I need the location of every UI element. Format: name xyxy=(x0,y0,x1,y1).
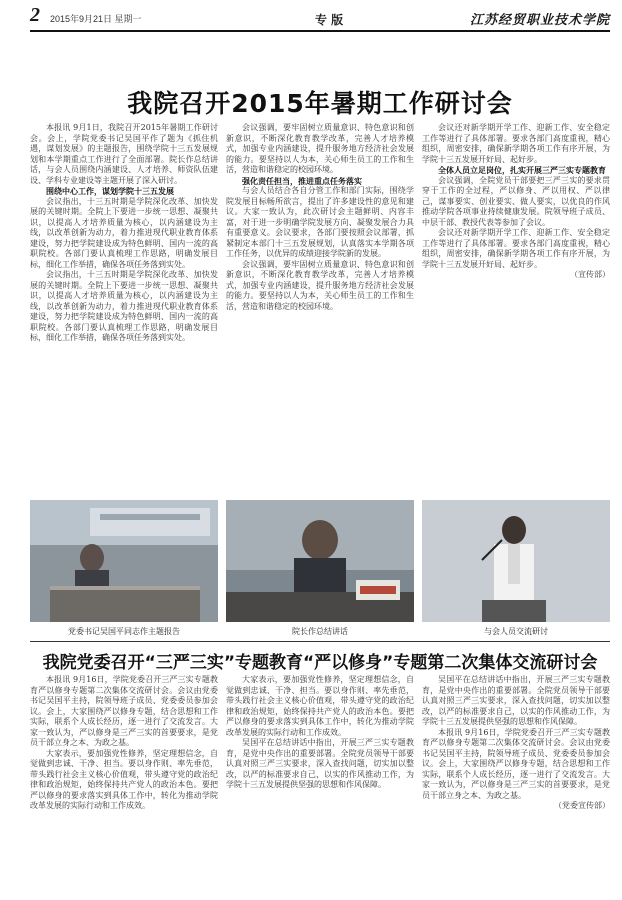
article1-body-repeat: 会议指出，十三五时期是学院深化改革、加快发展的关键时期。全院上下要进一步统一思想、凝聚共识，以提高人才培养质量为核心，以内涵建设为主线，以改革创新为动力，着力推进现代职业教育体系建设，努力把学院建设成为特色鲜明、国内一流的高职院校。各部门要认真梳理工作思路，明确发展目标，细化工作举措，确保各项任务落到实处。 xyxy=(30,270,218,342)
page-header xyxy=(30,4,610,32)
photo-discussion-image xyxy=(422,500,610,622)
article1-subhead-2: 强化责任担当，推进重点任务落实 xyxy=(242,175,362,186)
article2-body-repeat: 吴国平在总结讲话中指出，开展三严三实专题教育，是党中央作出的重要部署。全院党员领导干部要认真对照三严三实要求，深入查找问题，切实加以整改，以严的标准要求自己，以实的作风推动工作，为学院十三五发展提供坚强的思想和作风保障。 xyxy=(226,738,414,789)
article1-body-repeat: 会议强调，要牢固树立质量意识、特色意识和创新意识，不断深化教育教学改革，完善人才培养模式，加强专业内涵建设，提升服务地方经济社会发展的能力。要坚持以人为本，关心师生员工的工作和生活，营造和谐稳定的校园环境。 xyxy=(226,259,414,311)
photo-closing-speech-image xyxy=(226,500,414,622)
article2-signoff: （党委宣传部） xyxy=(554,801,610,810)
article2-body: 吴国平在总结讲话中指出，开展三严三实专题教育，是党中央作出的重要部署。全院党员领导干部要认真对照三严三实要求，深入查找问题，切实加以整改，以严的标准要求自己，以实的作风推动工作，为学院十三五发展提供坚强的思想和作风保障。 xyxy=(422,675,610,726)
article1-body: 与会人员结合各自分管工作和部门实际，围绕学院发展目标畅所欲言，提出了许多建设性的意见和建议。大家一致认为，此次研讨会主题鲜明、内容丰富，对于进一步明确学院发展方向、凝聚发展合力具有重要意义。会议要求，各部门要按照会议部署，抓紧制定本部门十三五发展规划，认真落实本学期各项工作任务，以优异的成绩迎接学院新的发展。 xyxy=(226,186,414,258)
article1-body: 会议强调，要牢固树立质量意识、特色意识和创新意识，不断深化教育教学改革，完善人才培养模式，加强专业内涵建设，提升服务地方经济社会发展的能力。要坚持以人为本，关心师生员工的工作和生活，营造和谐稳定的校园环境。 xyxy=(226,123,414,174)
photo-caption-3: 与会人员交流研讨 xyxy=(484,627,548,636)
article1-column-2 xyxy=(226,123,414,493)
article1-signoff: （宣传部） xyxy=(570,270,610,279)
article1-intro: 本报讯 9月1日，我院召开2015年暑期工作研讨会。会上，学院党委书记吴国平作了题为《抓住机遇，谋划发展》的主题报告，围绕学院十三五发展规划和本学期重点工作进行了全面部署。院长作总结讲话，与会人员围绕内涵建设、人才培养、师资队伍建设、学科专业建设等主题开展了深入研讨。 xyxy=(30,123,218,185)
photo-caption-1: 党委书记吴国平同志作主题报告 xyxy=(68,627,180,636)
article2-title: 我院党委召开“三严三实”专题教育“严以修身”专题第二次集体交流研讨会 xyxy=(42,653,598,673)
photo-speaker-podium xyxy=(30,500,218,622)
photo-discussion xyxy=(422,500,610,622)
article2-body: 大家表示，要加强党性修养，坚定理想信念，自觉做到忠诚、干净、担当。要以身作则、率先垂范，带头践行社会主义核心价值观，带头遵守党的政治纪律和政治规矩，始终保持共产党人的政治本色。要把严以修身的要求落实到具体工作中，转化为推动学院改革发展的实际行动和工作成效。 xyxy=(226,675,414,737)
article1-title: 我院召开2015年暑期工作研讨会 xyxy=(127,89,513,118)
article1-body: 会议指出，十三五时期是学院深化改革、加快发展的关键时期。全院上下要进一步统一思想、凝聚共识，以提高人才培养质量为核心，以内涵建设为主线，以改革创新为动力，着力推进现代职业教育体系建设，努力把学院建设成为特色鲜明、国内一流的高职院校。各部门要认真梳理工作思路，明确发展目标，细化工作举措，确保各项任务落到实处。 xyxy=(30,196,218,269)
photo-caption-2: 院长作总结讲话 xyxy=(292,627,348,636)
page-number: 2 xyxy=(30,4,40,26)
article1-column-3 xyxy=(422,123,610,493)
photo-speaker-podium-image xyxy=(30,500,218,622)
article2-body-repeat: 本报讯 9月16日，学院党委召开三严三实专题教育严以修身专题第二次集体交流研讨会。会议由党委书记吴国平主持，院领导班子成员、党委委员参加会议。会上，大家围绕严以修身专题，结合思想和工作实际，联系个人成长经历，逐一进行了交流发言。大家一致认为，严以修身是三严三实的首要要求，是党员干部立身之本、为政之基。 xyxy=(422,727,610,800)
article1-body-repeat: 会议还对新学期开学工作、迎新工作、安全稳定工作等进行了具体部署。要求各部门高度重视，精心组织，周密安排，确保新学期各项工作有序开展，为学院十三五发展开好局、起好步。 xyxy=(422,228,610,269)
article2-column-2 xyxy=(226,675,414,885)
article1-column-1 xyxy=(30,123,218,493)
section-divider xyxy=(30,641,610,642)
article2-body: 本报讯 9月16日，学院党委召开三严三实专题教育严以修身专题第二次集体交流研讨会。会议由党委书记吴国平主持，院领导班子成员、党委委员参加会议。会上，大家围绕严以修身专题，结合思想和工作实际，联系个人成长经历，逐一进行了交流发言。大家一致认为，严以修身是三严三实的首要要求，是党员干部立身之本、为政之基。 xyxy=(30,675,218,747)
article2-column-1 xyxy=(30,675,218,885)
issue-date: 2015年9月21日 星期一 xyxy=(50,14,142,24)
article1-subhead-1: 围绕中心工作，谋划学院十三五发展 xyxy=(46,186,174,196)
edition-label: 专 版 xyxy=(315,13,344,27)
masthead: 江苏经贸职业技术学院 xyxy=(469,13,610,28)
article1-body: 会议强调，全院党员干部要把三严三实的要求贯穿于工作的全过程，严以修身、严以用权、严以律己，谋事要实、创业要实、做人要实，以优良的作风推动学院各项事业持续健康发展。院领导班子成员、中层干部、教授代表等参加了会议。 xyxy=(422,175,610,227)
article1-body: 会议还对新学期开学工作、迎新工作、安全稳定工作等进行了具体部署。要求各部门高度重视，精心组织，周密安排，确保新学期各项工作有序开展，为学院十三五发展开好局、起好步。 xyxy=(422,123,610,164)
article1-subhead-3: 全体人员立足岗位，扎实开展三严三实专题教育 xyxy=(438,165,606,175)
article2-body-repeat: 大家表示，要加强党性修养，坚定理想信念，自觉做到忠诚、干净、担当。要以身作则、率先垂范，带头践行社会主义核心价值观，带头遵守党的政治纪律和政治规矩，始终保持共产党人的政治本色。要把严以修身的要求落实到具体工作中，转化为推动学院改革发展的实际行动和工作成效。 xyxy=(30,748,218,810)
photo-closing-speech xyxy=(226,500,414,622)
article2-column-3 xyxy=(422,675,610,885)
